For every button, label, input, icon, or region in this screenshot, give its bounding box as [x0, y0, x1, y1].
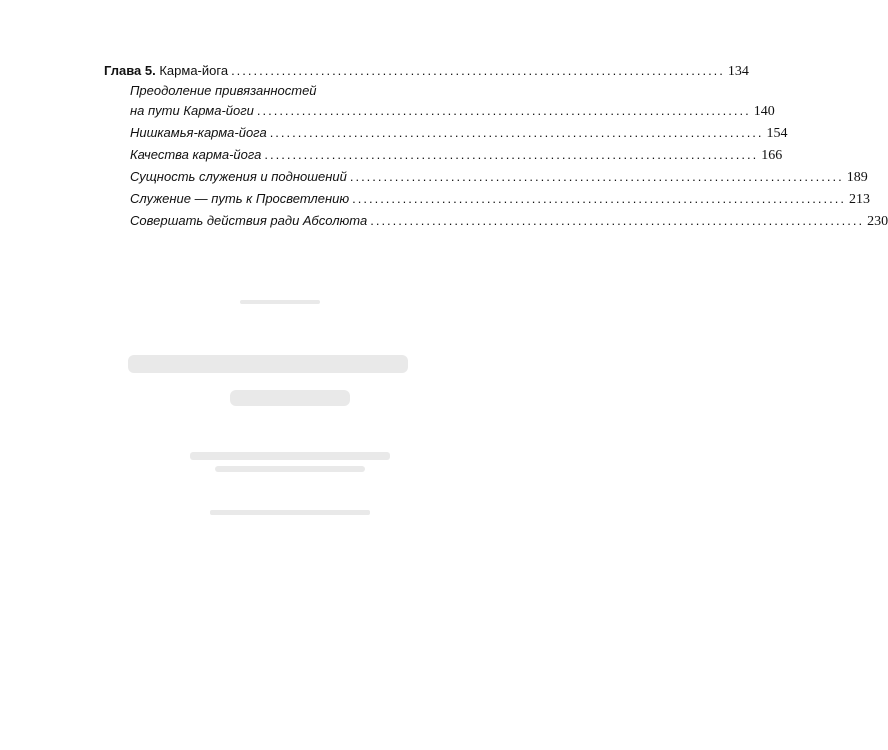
page-number: 213 [848, 192, 870, 207]
section-title-line-2: на пути Карма-йоги [130, 103, 254, 118]
section-title: Совершать действия ради Абсолюта [130, 213, 368, 228]
toc-section-entry [130, 147, 783, 169]
chapter-title: Карма-йога [159, 63, 229, 78]
section-title: Служение — путь к Просветлению [130, 191, 350, 206]
page-number: 140 [753, 104, 775, 119]
chapter-heading [104, 63, 228, 79]
dot-leader: ........................................................................................ [352, 191, 846, 206]
table-of-contents [104, 63, 888, 235]
section-title: Сущность служения и подношений [130, 169, 347, 184]
page-number: 134 [727, 64, 749, 79]
dot-leader: ........................................................................................ [370, 213, 865, 228]
section-title: Качества карма-йога [130, 147, 262, 162]
section-title-line-1: Преодоление привязанностей [130, 83, 317, 98]
toc-section-entry [130, 191, 870, 213]
dot-leader: ........................................................................................ [256, 103, 751, 118]
page-number: 230 [867, 214, 888, 229]
toc-section-entry [130, 125, 788, 147]
page-number: 189 [846, 170, 868, 185]
toc-section-entry [130, 169, 868, 191]
dot-leader: ........................................................................................ [264, 147, 759, 162]
dot-leader: ........................................................................................ [349, 169, 844, 184]
toc-section-entry [130, 83, 775, 125]
section-title: Нишкамья-карма-йога [130, 125, 267, 140]
dot-leader: ........................................................................................ [231, 63, 725, 78]
page-number: 166 [761, 148, 783, 163]
toc-chapter-entry [104, 63, 749, 83]
page-number: 154 [766, 126, 788, 141]
toc-section-entry [130, 213, 888, 235]
chapter-number: Глава 5. [104, 63, 156, 78]
dot-leader: ........................................................................................ [269, 125, 764, 140]
